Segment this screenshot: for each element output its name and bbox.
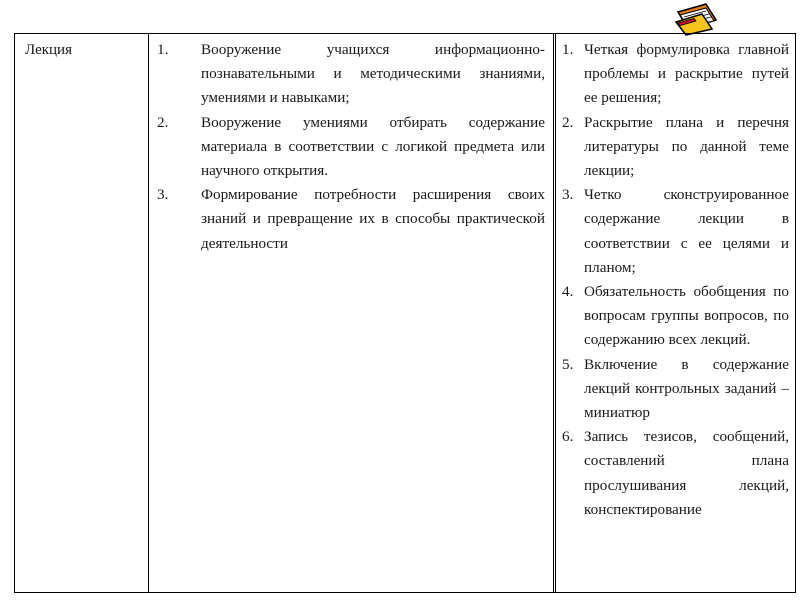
list-item-text: Формирование потребности расширения своих знаний и превращение их в способы практической деятельности (201, 186, 545, 252)
list-item-text: Обязательность обобщения по вопросам группы вопросов, по содержанию всех лекций. (584, 283, 789, 349)
list-item (562, 425, 789, 522)
list-item-number: 1. (157, 41, 169, 58)
list-item-text: Четкая формулировка главной проблемы и раскрытие путей ее решения; (584, 41, 789, 107)
goals-list (157, 38, 545, 256)
list-item-number: 5. (562, 355, 574, 373)
list-item (157, 183, 545, 256)
list-item-number: 2. (562, 113, 574, 131)
list-item (562, 38, 789, 111)
list-item-text: Включение в содержание лекций контрольных заданий – миниатюр (584, 355, 789, 422)
row-label: Лекция (25, 42, 72, 58)
list-item-text: Вооружение учащихся информационно-познавательными и методическими знаниями, умениями и навыками; (201, 41, 545, 107)
list-item (562, 183, 789, 280)
list-item (562, 353, 789, 426)
list-item-text: Вооружение умениями отбирать содержание материала в соответствии с логикой предмета или научного открытия. (201, 113, 545, 180)
list-item-number: 2. (157, 113, 169, 131)
list-item-text: Четко сконструированное содержание лекции в соответствии с ее целями и планом; (584, 186, 789, 276)
list-item (562, 280, 789, 353)
list-item (157, 38, 545, 111)
list-item-text: Запись тезисов, сообщений, составлений плана прослушивания лекций, конспектирование (584, 428, 789, 518)
list-item-number: 4. (562, 283, 574, 301)
list-item-text: Раскрытие плана и перечня литературы по данной теме лекции; (584, 113, 789, 180)
table-column-requirements (553, 34, 797, 592)
table-column-label (15, 34, 148, 592)
requirements-list (562, 38, 789, 522)
list-item-number: 3. (562, 186, 574, 204)
list-item (562, 111, 789, 184)
book-icon (672, 2, 720, 36)
list-item-number: 1. (562, 41, 574, 58)
list-item-number: 6. (562, 428, 574, 446)
list-item-number: 3. (157, 186, 169, 204)
lecture-table (14, 33, 796, 593)
table-column-goals (148, 34, 553, 592)
list-item (157, 111, 545, 184)
